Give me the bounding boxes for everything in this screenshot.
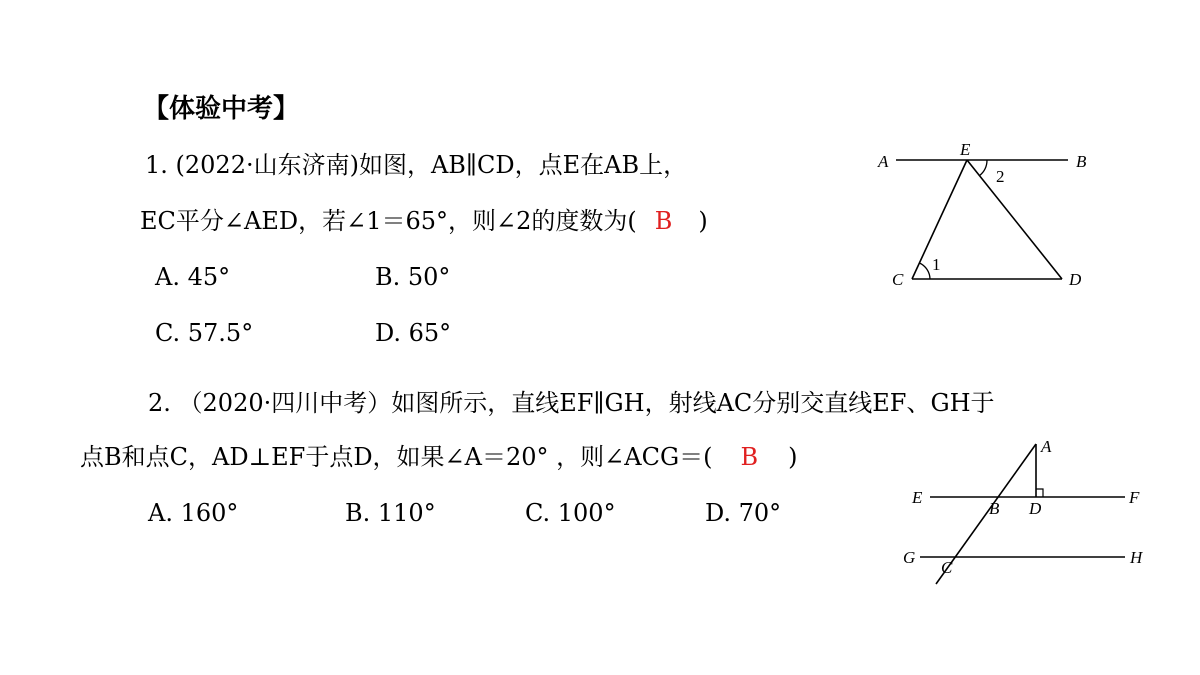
q1-option-a: A. 45° xyxy=(155,263,231,291)
q1-label-d: D xyxy=(1069,270,1082,289)
q1-close-paren: ) xyxy=(698,207,708,235)
q2-label-a: A xyxy=(1041,437,1052,456)
q2-answer: B xyxy=(740,443,759,471)
q1-label-a: A xyxy=(878,152,889,171)
q1-option-b: B. 50° xyxy=(375,263,451,291)
q1-option-c: C. 57.5° xyxy=(155,319,254,347)
q1-stem-line1: 1. (2022·山东济南)如图，AB∥CD，点E在AB上， xyxy=(145,151,688,179)
q2-option-d: D. 70° xyxy=(705,499,782,527)
q2-option-b: B. 110° xyxy=(345,499,436,527)
q2-label-b: B xyxy=(989,499,1000,518)
q1-label-angle2: 2 xyxy=(996,167,1005,186)
q2-label-g: G xyxy=(903,548,916,567)
q1-option-d: D. 65° xyxy=(375,319,452,347)
section-heading: 【体验中考】 xyxy=(143,94,300,124)
q2-label-h: H xyxy=(1130,548,1143,567)
q1-label-angle1: 1 xyxy=(932,255,941,274)
q2-close-paren: ) xyxy=(788,443,798,471)
q2-label-c: C xyxy=(941,558,953,577)
q1-answer: B xyxy=(654,207,673,235)
q2-label-d: D xyxy=(1029,499,1042,518)
q1-label-c: C xyxy=(892,270,904,289)
q1-stem-text: EC平分∠AED，若∠1＝65°，则∠2的度数为( xyxy=(140,207,637,235)
q1-label-e: E xyxy=(960,140,971,159)
q2-option-c: C. 100° xyxy=(525,499,616,527)
q1-label-b: B xyxy=(1076,152,1087,171)
q2-stem-line1: 2. （2020·四川中考）如图所示，直线EF∥GH，射线AC分别交直线EF、GH于 xyxy=(148,389,995,417)
q2-label-f: F xyxy=(1129,488,1140,507)
q2-option-a: A. 160° xyxy=(148,499,239,527)
q2-right-angle-mark xyxy=(1036,489,1043,497)
q2-stem-text: 点B和点C，AD⊥EF于点D，如果∠A＝20° ，则∠ACG＝( xyxy=(80,443,713,471)
q2-label-e: E xyxy=(912,488,923,507)
